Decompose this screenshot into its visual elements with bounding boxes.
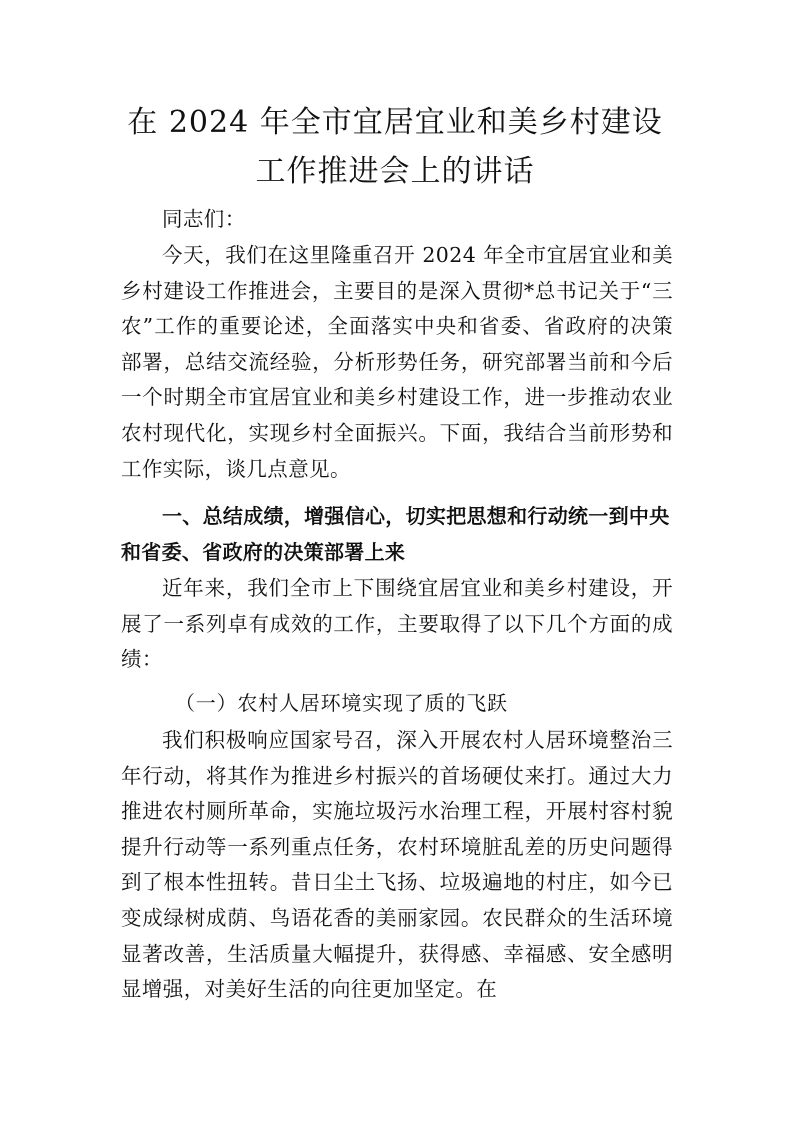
- section-1-heading: 一、总结成绩，增强信心，切实把思想和行动统一到中央和省委、省政府的决策部署上来: [121, 504, 670, 564]
- intro-paragraph: 今天，我们在这里隆重召开 2024 年全市宜居宜业和美乡村建设工作推进会，主要目的是深入贯彻*总书记关于“三农”工作的重要论述，全面落实中央和省委、省政府的决策部署，总结交流经验，分析形势任务，研究部署当前和今后一个时期全市宜居宜业和美乡村建设工作，进一步推动农业农村现代化，实现乡村全面振兴。下面，我结合当前形势和工作实际，谈几点意见。: [121, 243, 673, 481]
- subsection-1-paragraph: 我们积极响应国家号召，深入开展农村人居环境整治三年行动，将其作为推进乡村振兴的首场硬仗来打。通过大力推进农村厕所革命，实施垃圾污水治理工程，开展村容村貌提升行动等一系列重点任务，农村环境脏乱差的历史问题得到了根本性扭转。昔日尘土飞扬、垃圾遍地的村庄，如今已变成绿树成荫、鸟语花香的美丽家园。农民群众的生活环境显著改善，生活质量大幅提升，获得感、幸福感、安全感明显增强，对美好生活的向往更加坚定。在: [121, 728, 673, 1002]
- subsection-1-heading: （一）农村人居环境实现了质的飞跃: [175, 691, 508, 715]
- section-1-intro-paragraph: 近年来，我们全市上下围绕宜居宜业和美乡村建设，开展了一系列卓有成效的工作，主要取得了以下几个方面的成绩：: [121, 576, 673, 672]
- salutation: 同志们：: [162, 207, 246, 231]
- document-title: 在 2024 年全市宜居宜业和美乡村建设工作推进会上的讲话: [127, 105, 663, 189]
